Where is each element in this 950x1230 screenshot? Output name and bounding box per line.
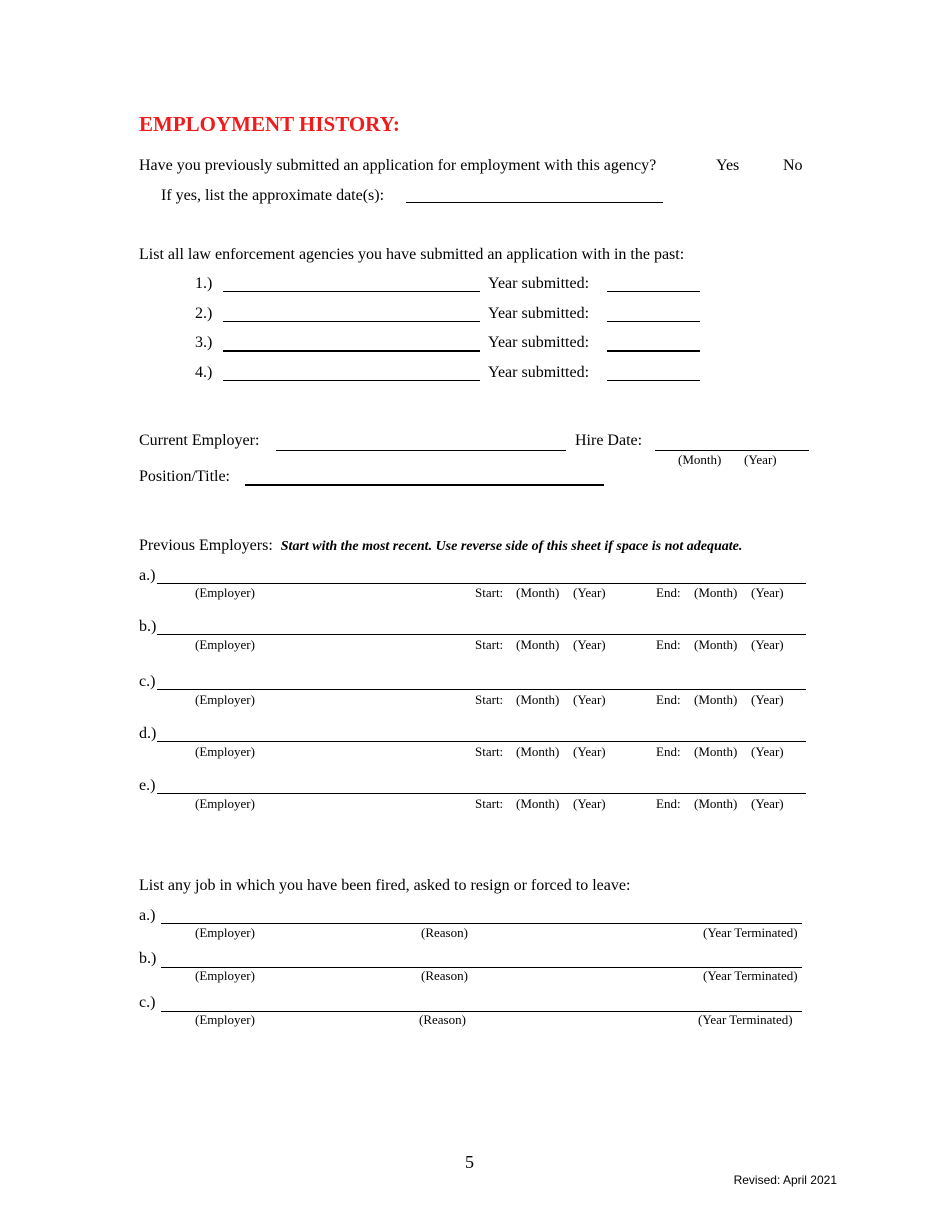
terminated-job-field[interactable] — [161, 910, 802, 924]
employer-caption: (Employer) — [195, 968, 255, 983]
hire-date-label: Hire Date: — [575, 432, 643, 449]
end-month-caption: (Month) — [694, 585, 738, 600]
end-caption: End: — [656, 585, 681, 600]
end-year-caption: (Year) — [751, 637, 784, 652]
agency-name-field[interactable] — [223, 367, 480, 381]
reason-caption: (Reason) — [419, 1012, 466, 1027]
current-employer-field[interactable] — [276, 436, 566, 451]
terminated-letter: c.) — [139, 994, 156, 1011]
terminated-letter: b.) — [139, 950, 157, 967]
year-submitted-field[interactable] — [607, 278, 700, 292]
prior-dates-field[interactable] — [406, 189, 663, 203]
start-year-caption: (Year) — [573, 744, 606, 759]
end-caption: End: — [656, 744, 681, 759]
start-caption: Start: — [475, 796, 504, 811]
hire-month-caption: (Month) — [678, 452, 722, 467]
previous-employers-label — [139, 537, 742, 555]
reason-caption: (Reason) — [421, 925, 468, 940]
previous-employer-letter: b.) — [139, 618, 157, 635]
start-month-caption: (Month) — [516, 637, 560, 652]
agency-row-number: 1.) — [195, 275, 213, 292]
year-submitted-field[interactable] — [607, 308, 700, 322]
start-year-caption: (Year) — [573, 637, 606, 652]
prior-dates-label: If yes, list the approximate date(s): — [161, 187, 385, 204]
year-submitted-field[interactable] — [607, 337, 700, 352]
end-year-caption: (Year) — [751, 796, 784, 811]
hire-date-field[interactable] — [655, 436, 809, 451]
employer-caption: (Employer) — [195, 925, 255, 940]
position-title-label: Position/Title: — [139, 468, 230, 485]
agency-row-number: 4.) — [195, 364, 213, 381]
year-submitted-label: Year submitted: — [488, 334, 590, 351]
previous-employer-letter: c.) — [139, 673, 156, 690]
start-year-caption: (Year) — [573, 796, 606, 811]
end-month-caption: (Month) — [694, 744, 738, 759]
reason-caption: (Reason) — [421, 968, 468, 983]
agencies-prompt: List all law enforcement agencies you have submitted an application with in the past: — [139, 246, 685, 263]
previous-employers-instruction: Start with the most recent. Use reverse side of this sheet if space is not adequate. — [280, 539, 743, 554]
page-number: 5 — [465, 1152, 474, 1172]
terminated-letter: a.) — [139, 907, 156, 924]
agency-name-field[interactable] — [223, 278, 480, 292]
previous-employer-field[interactable] — [157, 570, 806, 584]
start-year-caption: (Year) — [573, 692, 606, 707]
end-year-caption: (Year) — [751, 692, 784, 707]
yes-option[interactable]: Yes — [716, 157, 740, 174]
agency-row-number: 2.) — [195, 305, 213, 322]
employer-caption: (Employer) — [195, 796, 255, 811]
year-submitted-field[interactable] — [607, 367, 700, 381]
year-submitted-label: Year submitted: — [488, 364, 590, 381]
end-caption: End: — [656, 692, 681, 707]
previous-employer-letter: a.) — [139, 567, 156, 584]
year-terminated-caption: (Year Terminated) — [698, 1012, 793, 1027]
previous-employer-field[interactable] — [157, 676, 806, 690]
previous-employer-letter: e.) — [139, 777, 156, 794]
start-month-caption: (Month) — [516, 796, 560, 811]
start-year-caption: (Year) — [573, 585, 606, 600]
agency-name-field[interactable] — [223, 308, 480, 322]
terminated-job-field[interactable] — [161, 997, 802, 1012]
end-caption: End: — [656, 637, 681, 652]
start-month-caption: (Month) — [516, 585, 560, 600]
start-caption: Start: — [475, 692, 504, 707]
no-option[interactable]: No — [783, 157, 803, 174]
end-month-caption: (Month) — [694, 796, 738, 811]
agency-name-field[interactable] — [223, 337, 480, 352]
previous-employer-field[interactable] — [157, 728, 806, 742]
start-month-caption: (Month) — [516, 744, 560, 759]
employer-caption: (Employer) — [195, 585, 255, 600]
current-employer-label: Current Employer: — [139, 432, 260, 449]
previous-employers-heading: Previous Employers: — [139, 537, 273, 554]
page-title: EMPLOYMENT HISTORY: — [139, 112, 400, 136]
previous-employer-letter: d.) — [139, 725, 157, 742]
end-month-caption: (Month) — [694, 692, 738, 707]
revision-date: Revised: April 2021 — [733, 1173, 837, 1187]
previous-employer-field[interactable] — [157, 780, 806, 794]
employer-caption: (Employer) — [195, 1012, 255, 1027]
year-submitted-label: Year submitted: — [488, 305, 590, 322]
prior-application-question: Have you previously submitted an application for employment with this agency? — [139, 157, 657, 174]
position-title-field[interactable] — [245, 470, 604, 486]
employer-caption: (Employer) — [195, 744, 255, 759]
agency-row-number: 3.) — [195, 334, 213, 351]
hire-year-caption: (Year) — [744, 452, 777, 467]
start-month-caption: (Month) — [516, 692, 560, 707]
previous-employer-field[interactable] — [157, 621, 806, 635]
end-month-caption: (Month) — [694, 637, 738, 652]
terminated-job-field[interactable] — [161, 953, 802, 968]
year-submitted-label: Year submitted: — [488, 275, 590, 292]
year-terminated-caption: (Year Terminated) — [703, 925, 798, 940]
end-caption: End: — [656, 796, 681, 811]
year-terminated-caption: (Year Terminated) — [703, 968, 798, 983]
terminated-prompt: List any job in which you have been fired, asked to resign or forced to leave: — [139, 877, 631, 894]
employer-caption: (Employer) — [195, 637, 255, 652]
start-caption: Start: — [475, 637, 504, 652]
start-caption: Start: — [475, 585, 504, 600]
employer-caption: (Employer) — [195, 692, 255, 707]
end-year-caption: (Year) — [751, 585, 784, 600]
start-caption: Start: — [475, 744, 504, 759]
end-year-caption: (Year) — [751, 744, 784, 759]
